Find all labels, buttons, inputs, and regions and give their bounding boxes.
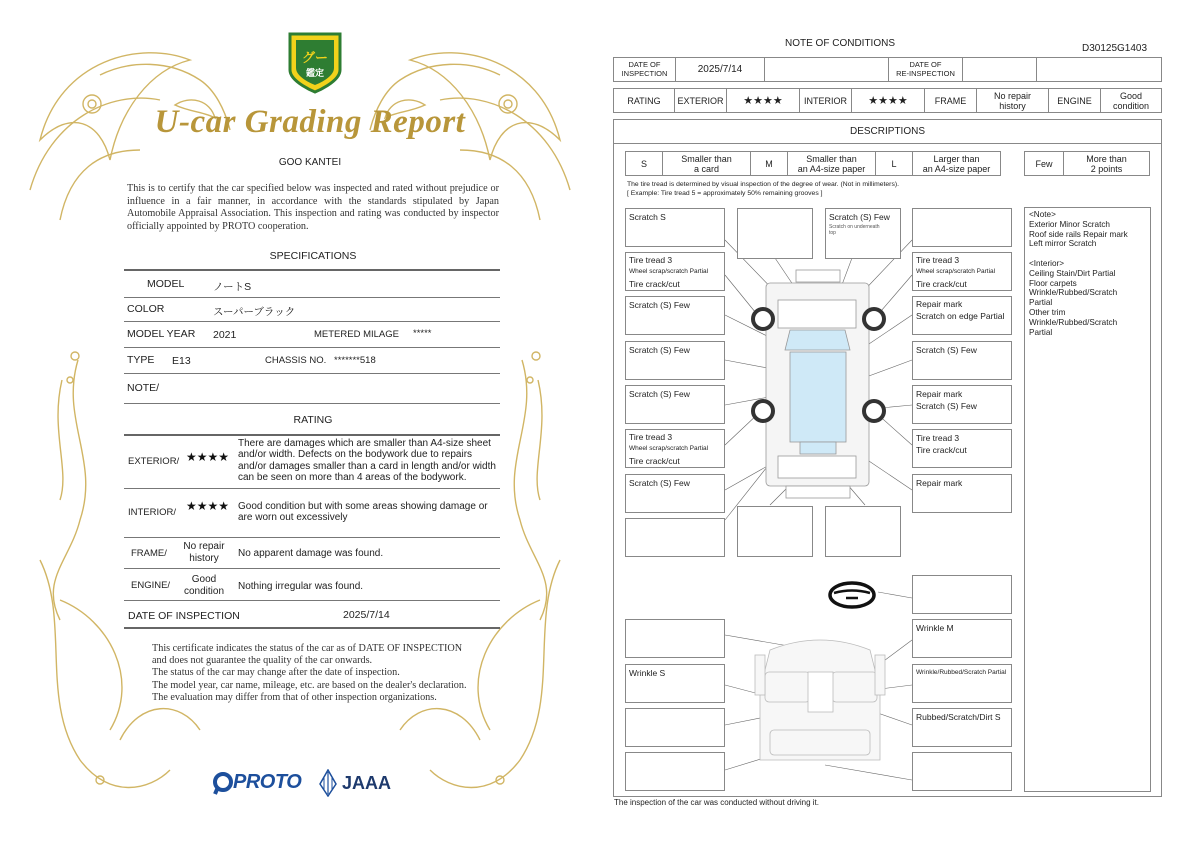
condition-box [625, 385, 725, 424]
inspection-footer: The inspection of the car was conducted without driving it. [614, 798, 819, 807]
condition-box [912, 429, 1012, 468]
condition-box [825, 506, 901, 557]
proto-logo-icon [212, 771, 234, 795]
condition-box [625, 708, 725, 747]
svg-text:鑑定: 鑑定 [305, 69, 325, 79]
type-label: TYPE [127, 354, 155, 366]
condition-box [912, 752, 1012, 791]
jaaa-logo-text: JAAA [342, 773, 392, 793]
legend-line: a card [693, 163, 719, 174]
divider [124, 321, 500, 322]
condition-box [912, 208, 1012, 247]
frame-description: No apparent damage was found. [238, 548, 384, 559]
legend-l-desc [912, 151, 1001, 176]
footer-line: The model year, car name, mileage, etc. are based on the dealer's declaration. [152, 679, 467, 691]
interior-header: INTERIOR [799, 88, 852, 113]
box-text: Wrinkle S [629, 668, 666, 678]
box-text: Tire crack/cut [916, 279, 967, 289]
frame-value [976, 88, 1049, 113]
condition-box [625, 518, 725, 557]
divider [124, 403, 500, 404]
divider [124, 627, 500, 629]
date-of-inspection-header [613, 57, 676, 82]
exterior-description: There are damages which are smaller than A4-size sheet and/or width. Defects on the bodywork due to repairs and/or damages smaller than a card in length and/or width can be seen on more than 4 areas of the bodywork. [238, 438, 496, 483]
legend-line: Smaller than [681, 153, 732, 164]
divider [124, 297, 500, 298]
box-text: Scratch (S) Few [629, 300, 690, 310]
divider [124, 269, 500, 271]
legend-line: Larger than [933, 153, 980, 164]
exterior-header: EXTERIOR [674, 88, 727, 113]
condition-box [625, 252, 725, 291]
box-text: top [829, 230, 836, 236]
document-id: D30125G1403 [1082, 43, 1148, 54]
engine-header: ENGINE [1048, 88, 1101, 113]
rating-heading: RATING [293, 414, 333, 426]
engine-value-line: condition [183, 585, 225, 597]
divider [124, 568, 500, 569]
condition-box [912, 708, 1012, 747]
engine-label: ENGINE/ [131, 580, 171, 591]
engine-value [1100, 88, 1162, 113]
legend-l: L [875, 151, 913, 176]
legend-s: S [625, 151, 663, 176]
color-label: COLOR [127, 303, 165, 315]
divider [124, 373, 500, 374]
note-label: NOTE/ [127, 382, 160, 394]
condition-box [912, 619, 1012, 658]
condition-box [625, 474, 725, 513]
empty-cell [764, 57, 889, 82]
condition-box [625, 429, 725, 468]
legend-few-desc [1063, 151, 1150, 176]
value-line: No repair [993, 90, 1031, 101]
condition-box [625, 208, 725, 247]
value-line: history [999, 100, 1026, 111]
legend-s-desc [662, 151, 751, 176]
note-line: Left mirror Scratch [1029, 239, 1097, 249]
proto-logo-text: PROTO [233, 771, 302, 793]
condition-box [912, 296, 1012, 335]
note-line: Partial [1029, 298, 1053, 308]
condition-box [737, 208, 813, 259]
box-text: Tire crack/cut [629, 456, 680, 466]
box-text: Scratch on edge Partial [916, 311, 1005, 321]
note-line: Roof side rails Repair mark [1029, 229, 1128, 239]
condition-box [625, 296, 725, 335]
exterior-label: EXTERIOR/ [128, 456, 180, 467]
note-line: Ceiling Stain/Dirt Partial [1029, 268, 1116, 278]
header-line: RE-INSPECTION [896, 68, 955, 78]
chassis-label: CHASSIS NO. [265, 355, 327, 366]
re-inspection-header [888, 57, 963, 82]
notes-panel [1024, 207, 1151, 792]
condition-box [625, 752, 725, 791]
metered-mileage-label: METERED MILAGE [314, 329, 399, 340]
report-title: U-car Grading Report [154, 104, 466, 140]
interior-label: INTERIOR/ [128, 507, 177, 518]
box-text: Repair mark [916, 389, 963, 399]
note-line: Other trim [1029, 307, 1066, 317]
condition-box [912, 474, 1012, 513]
color-value: スーパーブラック [213, 306, 296, 318]
box-text: Wrinkle M [916, 623, 954, 633]
engine-value-line: Good [191, 574, 217, 585]
box-text: Scratch (S) Few [629, 389, 690, 399]
box-text: Scratch S [629, 212, 666, 222]
box-text: Scratch (S) Few [916, 401, 977, 411]
model-value: ノートS [213, 281, 252, 293]
rating-header: RATING [613, 88, 675, 113]
date-of-inspection-value: 2025/7/14 [343, 609, 390, 621]
box-text: Tire tread 3 [916, 433, 960, 443]
frame-value-line: No repair [183, 541, 225, 552]
divider [124, 347, 500, 348]
note-line: Floor carpets [1029, 278, 1077, 288]
condition-box [625, 619, 725, 658]
header-line: DATE OF [909, 60, 942, 69]
condition-box [912, 575, 1012, 614]
box-text: Wheel scrap/scratch Partial [916, 268, 996, 275]
interior-stars: ★★★★ [186, 499, 230, 513]
box-text: Repair mark [916, 299, 963, 309]
box-text: Scratch (S) Few [629, 478, 690, 488]
legend-line: an A4-size paper [922, 163, 991, 174]
interior-stars: ★★★★ [851, 88, 925, 113]
tread-note-line: The tire tread is determined by visual inspection of the degree of wear. (Not in millimeters). [627, 181, 899, 188]
note-line: Wrinkle/Rubbed/Scratch [1029, 288, 1118, 298]
type-value: E13 [172, 355, 191, 367]
metered-mileage-value: ***** [413, 328, 432, 339]
frame-label: FRAME/ [131, 548, 167, 559]
condition-box [912, 385, 1012, 424]
box-text: Repair mark [916, 478, 963, 488]
frame-header: FRAME [924, 88, 977, 113]
value-line: Good [1119, 90, 1143, 101]
legend-line: 2 points [1090, 163, 1123, 174]
descriptions-heading: DESCRIPTIONS [849, 126, 925, 137]
note-line: Wrinkle/Rubbed/Scratch [1029, 317, 1118, 327]
condition-box [625, 341, 725, 380]
legend-m-desc [787, 151, 876, 176]
engine-description: Nothing irregular was found. [238, 581, 364, 592]
specifications-heading: SPECIFICATIONS [269, 250, 357, 262]
date-of-inspection-label: DATE OF INSPECTION [128, 610, 240, 622]
date-of-inspection-value: 2025/7/14 [675, 57, 765, 82]
frame-value [176, 541, 232, 564]
certificate-footer [152, 643, 472, 704]
note-line: Partial [1029, 327, 1053, 337]
box-text: Wrinkle/Rubbed/Scratch Partial [916, 669, 1007, 676]
svg-text:グー: グー [301, 51, 329, 66]
value-line: condition [1112, 100, 1150, 111]
note-line: <Interior> [1029, 258, 1065, 268]
footer-line: The status of the car may change after the date of inspection. [152, 667, 400, 679]
legend-line: an A4-size paper [797, 163, 866, 174]
model-year-label: MODEL YEAR [127, 328, 196, 340]
condition-box [912, 252, 1012, 291]
model-year-value: 2021 [213, 329, 237, 341]
condition-box [912, 664, 1012, 703]
frame-value-line: history [189, 552, 219, 564]
noc-title: NOTE OF CONDITIONS [785, 38, 895, 49]
box-text: Scratch (S) Few [829, 212, 890, 222]
tire-tread-note [627, 180, 899, 198]
divider [124, 434, 500, 436]
box-text: Scratch (S) Few [629, 345, 690, 355]
box-text: Tire tread 3 [629, 255, 673, 265]
condition-box [625, 664, 725, 703]
box-text: Scratch on underneath [829, 224, 880, 230]
legend-few: Few [1024, 151, 1064, 176]
footer-line: The evaluation may differ from that of other inspection organizations. [152, 691, 437, 703]
chassis-value: *******518 [334, 355, 376, 366]
re-inspection-value [962, 57, 1037, 82]
footer-line: This certificate indicates the status of the car as of DATE OF INSPECTION and does not guarantee the quality of the car onwards. [152, 643, 463, 667]
exterior-stars: ★★★★ [726, 88, 800, 113]
engine-value [176, 574, 232, 597]
box-text: Wheel scrap/scratch Partial [629, 445, 709, 452]
header-line: DATE OF [628, 60, 661, 69]
jaaa-logo-icon [318, 769, 338, 797]
note-line: <Note> [1029, 210, 1056, 219]
legend-m: M [750, 151, 788, 176]
empty-cell [1036, 57, 1162, 82]
box-text: Wheel scrap/scratch Partial [629, 268, 709, 275]
divider [613, 143, 1162, 144]
note-line [1029, 249, 1146, 259]
box-text: Rubbed/Scratch/Dirt S [916, 712, 1001, 722]
box-text: Tire tread 3 [629, 432, 673, 442]
divider [124, 537, 500, 538]
condition-box [912, 341, 1012, 380]
box-text: Tire crack/cut [916, 445, 967, 455]
box-text: Scratch (S) Few [916, 345, 977, 355]
condition-box [737, 506, 813, 557]
box-text: Tire crack/cut [629, 279, 680, 289]
report-subtitle: GOO KANTEI [278, 157, 342, 168]
box-text: Tire tread 3 [916, 255, 960, 265]
divider [124, 488, 500, 489]
note-line: Exterior Minor Scratch [1029, 219, 1110, 229]
certification-text: This is to certify that the car specified below was inspected and rated without prejudice or influence in a fair manner, in accordance with the standards stipulated by Japan Automobile Appraisal Association. This inspection and rating was conducted by inspector officially appointed by PROTO cooperation. [127, 183, 499, 232]
legend-line: More than [1086, 153, 1127, 164]
condition-box [825, 208, 901, 259]
interior-description: Good condition but with some areas showing damage or are worn out excessively [238, 501, 488, 524]
tread-note-line: [ Example: Tire tread 5 = approximately 50% remaining grooves ] [627, 190, 823, 197]
model-label: MODEL [147, 278, 185, 290]
legend-line: Smaller than [806, 153, 857, 164]
exterior-stars: ★★★★ [186, 450, 230, 464]
steering-wheel-icon [830, 583, 874, 607]
goo-kantei-badge-icon [286, 30, 344, 94]
header-line: INSPECTION [621, 68, 668, 78]
divider [124, 600, 500, 601]
